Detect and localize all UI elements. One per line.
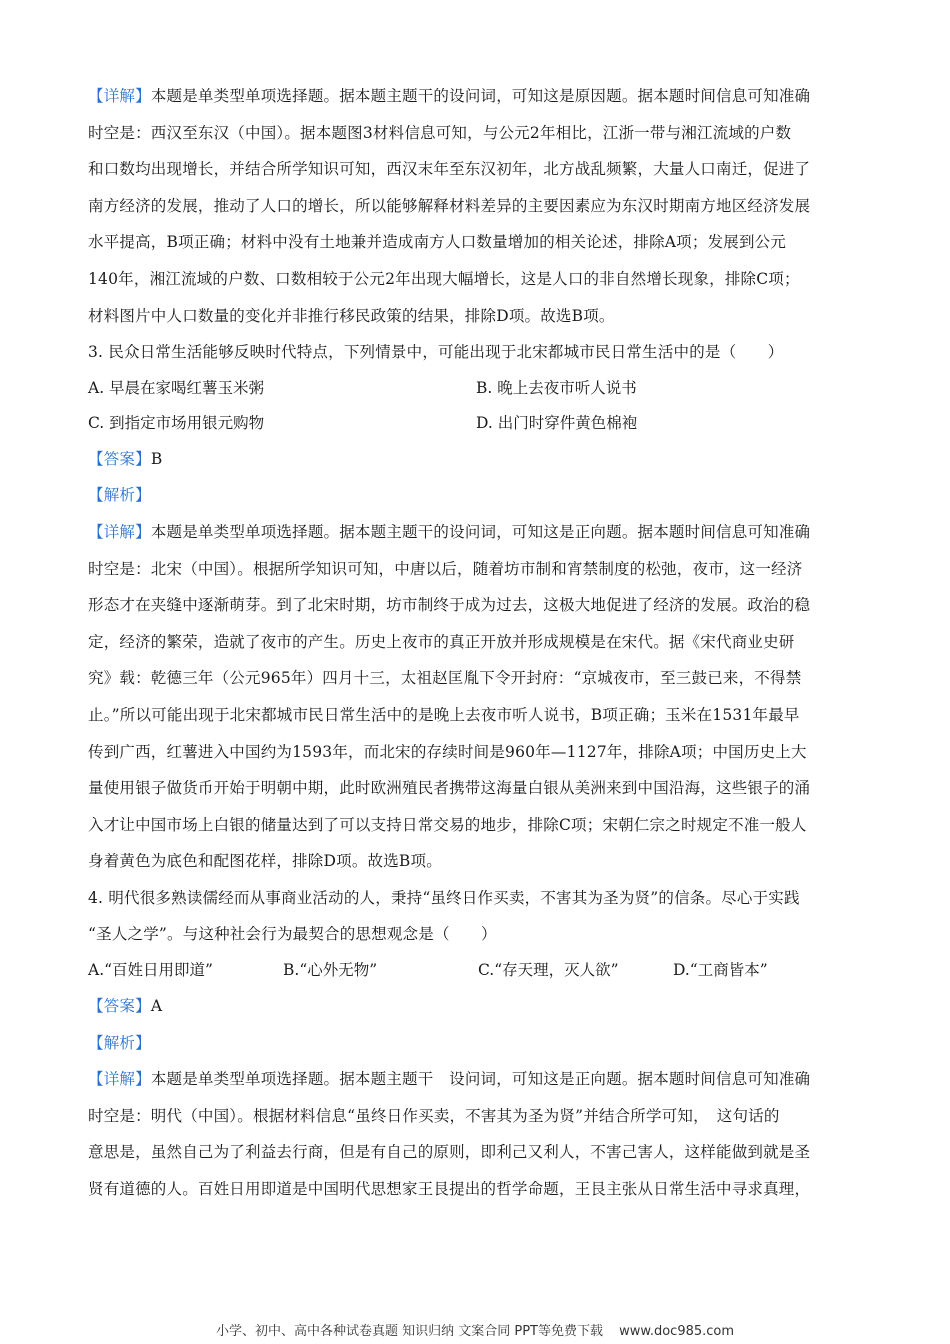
q2-detail-line: 材料图片中人口数量的变化并非推行移民政策的结果，排除D项。故选B项。 xyxy=(88,306,615,325)
q4-detail-line: 贤有道德的人。百姓日用即道是中国明代思想家王艮提出的哲学命题，王艮主张从日常生活中寻求真理， xyxy=(88,1180,811,1199)
q3-detail xyxy=(88,514,868,880)
footer-text: 小学、初中、高中各种试卷真题 知识归纳 文案合同 PPT等免费下载 xyxy=(215,1324,603,1339)
q4-option-c: C.“存天理，灭人欲” xyxy=(478,961,619,980)
footer-site-link[interactable]: www.doc985.com xyxy=(619,1324,735,1339)
answer-value: B xyxy=(150,449,163,468)
q4-options-row xyxy=(88,953,868,988)
q3-detail-line: 【详解】本题是单类型单项选择题。据本题主题干的设问词，可知这是正向题。据本题时间信息可知准确 xyxy=(88,522,811,541)
detail-tag: 【详解】 xyxy=(88,522,151,541)
q3-option-b: B. 晚上去夜市听人说书 xyxy=(476,378,637,397)
q4-detail xyxy=(88,1061,868,1207)
q3-option-c: C. 到指定市场用银元购物 xyxy=(88,413,265,432)
q4-option-a: A.“百姓日用即道” xyxy=(88,961,213,980)
q3-detail-line: 量使用银子做货币开始于明朝中期，此时欧洲殖民者携带这海量白银从美洲来到中国沿海，这些银子的涌 xyxy=(88,779,811,798)
q4-answer xyxy=(88,988,868,1061)
q4-detail-line: 意思是，虽然自己为了利益去行商，但是有自己的原则，即利己又利人，不害己害人，这样能做到就是圣 xyxy=(88,1143,811,1162)
analysis-tag: 【解析】 xyxy=(88,486,151,505)
document-content xyxy=(88,78,868,1208)
page-footer xyxy=(0,1320,950,1339)
q2-detail-line: 和口数均出现增长，并结合所学知识可知，西汉末年至东汉初年，北方战乱频繁，大量人口南迁，促进了 xyxy=(88,160,811,179)
q4-option-b: B.“心外无物” xyxy=(283,961,378,980)
q3-answer xyxy=(88,441,868,514)
q3-detail-line: 时空是：北宋（中国）。根据所学知识可知，中唐以后，随着坊市制和宵禁制度的松弛，夜市，这一经济 xyxy=(88,559,803,578)
q3-detail-line: 入才让中国市场上白银的储量达到了可以支持日常交易的地步，排除C项；宋朝仁宗之时规定不准一般人 xyxy=(88,815,807,834)
q3-detail-line: 传到广西，红薯进入中国约为1593年，而北宋的存续时间是960年—1127年，排除A项；中国历史上大 xyxy=(88,742,807,761)
q2-detail xyxy=(88,78,868,334)
q4-detail-line: 【详解】本题是单类型单项选择题。据本题主题干 设问词，可知这是正向题。据本题时间信息可知准确 xyxy=(88,1070,811,1089)
q3-detail-line: 身着黄色为底色和配图花样，排除D项。故选B项。 xyxy=(88,852,442,871)
q3-detail-line: 止。”所以可能出现于北宋都城市民日常生活中的是晚上去夜市听人说书，B项正确；玉米在1531年最早 xyxy=(88,705,800,724)
q3-option-d: D. 出门时穿件黄色棉袍 xyxy=(476,413,638,432)
analysis-tag: 【解析】 xyxy=(88,1033,151,1052)
q3-option-a: A. 早晨在家喝红薯玉米粥 xyxy=(88,378,265,397)
detail-tag: 【详解】 xyxy=(88,87,151,105)
q3-stem: 3. 民众日常生活能够反映时代特点，下列情景中，可能出现于北宋都城市民日常生活中的是（ ） xyxy=(88,343,784,362)
q4-detail-line: 时空是：明代（中国）。根据材料信息“虽终日作买卖，不害其为圣为贤”并结合所学可知， 这句话的 xyxy=(88,1106,780,1125)
detail-tag: 【详解】 xyxy=(88,1070,151,1089)
q2-detail-line: 【详解】本题是单类型单项选择题。据本题主题干的设问词，可知这是原因题。据本题时间信息可知准确 xyxy=(88,87,811,105)
q3-detail-line: 究》载：乾德三年（公元965年）四月十三，太祖赵匡胤下令开封府：“京城夜市，至三鼓已来，不得禁 xyxy=(88,669,802,688)
q2-detail-line: 140年，湘江流域的户数、口数相较于公元2年出现大幅增长，这是人口的非自然增长现象，排除C项； xyxy=(88,269,800,288)
q2-detail-line: 时空是：西汉至东汉（中国）。据本题图3材料信息可知，与公元2年相比，江浙一带与湘江流域的户数 xyxy=(88,123,792,142)
q3-detail-line: 定，经济的繁荣，造就了夜市的产生。历史上夜市的真正开放并形成规模是在宋代。据《宋代商业史研 xyxy=(88,632,795,651)
q4-option-d: D.“工商皆本” xyxy=(673,961,768,980)
q3-options-row-2 xyxy=(88,406,868,441)
q3-detail-line: 形态才在夹缝中逐渐萌芽。到了北宋时期，坊市制终于成为过去，这极大地促进了经济的发展。政治的稳 xyxy=(88,596,811,615)
q2-detail-line: 南方经济的发展，推动了人口的增长，所以能够解释材料差异的主要因素应为东汉时期南方地区经济发展 xyxy=(88,196,811,215)
q3-options-row-1 xyxy=(88,371,868,406)
q4-stem: 4. 明代很多熟读儒经而从事商业活动的人，秉持“虽终日作买卖，不害其为圣为贤”的信条。尽心于实践 “圣人之学”。与这种社会行为最契合的思想观念是（ ） xyxy=(88,888,800,944)
answer-value: A xyxy=(150,997,163,1016)
answer-tag: 【答案】 xyxy=(88,997,151,1016)
q2-detail-line: 水平提高，B项正确；材料中没有土地兼并造成南方人口数量增加的相关论述，排除A项；发展到公元 xyxy=(88,233,787,252)
answer-tag: 【答案】 xyxy=(88,449,151,468)
